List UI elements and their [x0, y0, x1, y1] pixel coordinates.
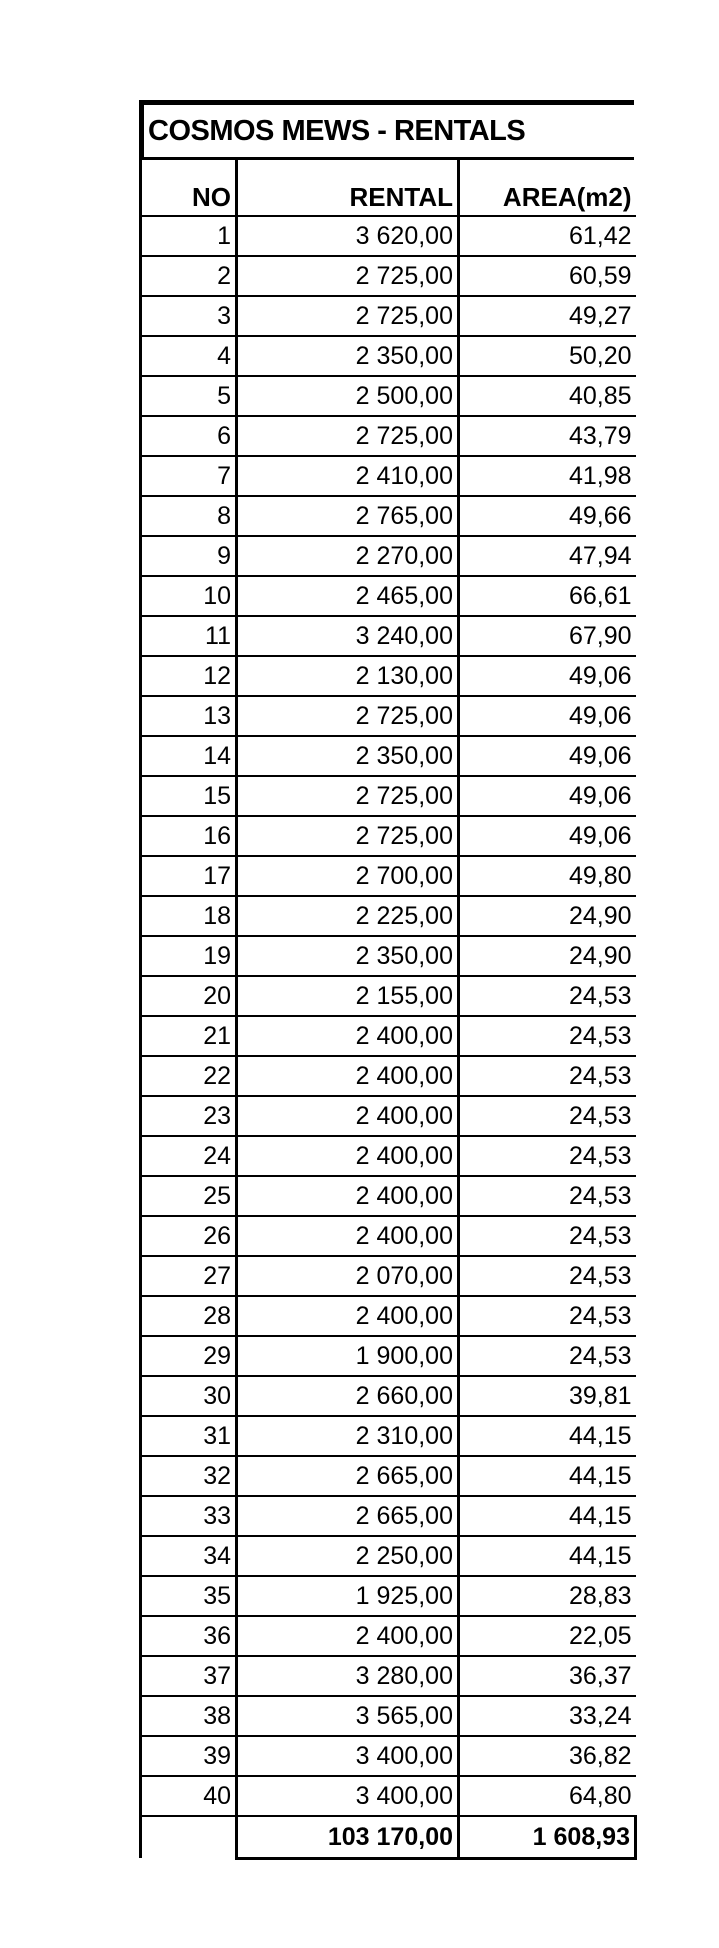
cell-area: 24,53 [459, 1016, 636, 1056]
cell-no: 6 [141, 416, 237, 456]
table-row [141, 936, 636, 976]
table-row [141, 896, 636, 936]
table-row [141, 816, 636, 856]
cell-rental: 1 925,00 [237, 1576, 459, 1616]
cell-area: 41,98 [459, 456, 636, 496]
total-area: 1 608,93 [459, 1816, 636, 1858]
table-row [141, 1536, 636, 1576]
header-no: NO [141, 160, 237, 216]
cell-rental: 2 500,00 [237, 376, 459, 416]
cell-no: 7 [141, 456, 237, 496]
cell-no: 33 [141, 1496, 237, 1536]
cell-rental: 2 400,00 [237, 1136, 459, 1176]
cell-area: 43,79 [459, 416, 636, 456]
cell-no: 21 [141, 1016, 237, 1056]
cell-rental: 2 725,00 [237, 776, 459, 816]
cell-area: 44,15 [459, 1456, 636, 1496]
header-area: AREA(m2) [459, 160, 636, 216]
cell-no: 17 [141, 856, 237, 896]
cell-area: 24,53 [459, 1296, 636, 1336]
cell-no: 16 [141, 816, 237, 856]
cell-rental: 2 725,00 [237, 256, 459, 296]
cell-rental: 2 400,00 [237, 1096, 459, 1136]
cell-area: 24,53 [459, 1136, 636, 1176]
cell-no: 38 [141, 1696, 237, 1736]
cell-no: 39 [141, 1736, 237, 1776]
cell-rental: 2 400,00 [237, 1056, 459, 1096]
cell-rental: 2 130,00 [237, 656, 459, 696]
table-row [141, 736, 636, 776]
table-row [141, 1136, 636, 1176]
totals-row [141, 1816, 636, 1858]
cell-no: 5 [141, 376, 237, 416]
cell-area: 50,20 [459, 336, 636, 376]
totals-blank-cell [141, 1816, 237, 1858]
table-row [141, 1656, 636, 1696]
cell-no: 31 [141, 1416, 237, 1456]
cell-rental: 2 400,00 [237, 1176, 459, 1216]
cell-area: 49,06 [459, 776, 636, 816]
cell-no: 34 [141, 1536, 237, 1576]
cell-area: 67,90 [459, 616, 636, 656]
cell-no: 3 [141, 296, 237, 336]
total-rental: 103 170,00 [237, 1816, 459, 1858]
cell-rental: 2 400,00 [237, 1296, 459, 1336]
cell-rental: 2 700,00 [237, 856, 459, 896]
table-row [141, 696, 636, 736]
cell-no: 15 [141, 776, 237, 816]
cell-rental: 2 725,00 [237, 816, 459, 856]
table-row [141, 1016, 636, 1056]
table-row [141, 576, 636, 616]
cell-no: 30 [141, 1376, 237, 1416]
cell-rental: 3 400,00 [237, 1736, 459, 1776]
cell-area: 49,06 [459, 736, 636, 776]
table-row [141, 456, 636, 496]
table-row [141, 296, 636, 336]
cell-rental: 2 400,00 [237, 1616, 459, 1656]
cell-rental: 3 620,00 [237, 216, 459, 256]
table-row [141, 616, 636, 656]
cell-no: 37 [141, 1656, 237, 1696]
cell-rental: 2 350,00 [237, 936, 459, 976]
cell-no: 1 [141, 216, 237, 256]
cell-no: 25 [141, 1176, 237, 1216]
cell-area: 44,15 [459, 1416, 636, 1456]
cell-rental: 2 665,00 [237, 1496, 459, 1536]
cell-no: 23 [141, 1096, 237, 1136]
cell-area: 36,37 [459, 1656, 636, 1696]
cell-area: 49,06 [459, 696, 636, 736]
cell-rental: 2 400,00 [237, 1016, 459, 1056]
table-row [141, 256, 636, 296]
cell-no: 40 [141, 1776, 237, 1816]
cell-rental: 2 725,00 [237, 696, 459, 736]
cell-rental: 2 350,00 [237, 336, 459, 376]
cell-area: 24,53 [459, 1096, 636, 1136]
cell-area: 64,80 [459, 1776, 636, 1816]
cell-no: 2 [141, 256, 237, 296]
table-row [141, 1336, 636, 1376]
table-row [141, 1576, 636, 1616]
table-row [141, 1256, 636, 1296]
cell-area: 49,80 [459, 856, 636, 896]
cell-no: 24 [141, 1136, 237, 1176]
table-row [141, 976, 636, 1016]
header-rental: RENTAL [237, 160, 459, 216]
cell-no: 19 [141, 936, 237, 976]
header-row [141, 160, 636, 216]
cell-rental: 2 310,00 [237, 1416, 459, 1456]
cell-rental: 3 280,00 [237, 1656, 459, 1696]
table-row [141, 376, 636, 416]
table-row [141, 776, 636, 816]
table-row [141, 1096, 636, 1136]
cell-rental: 3 240,00 [237, 616, 459, 656]
cell-area: 39,81 [459, 1376, 636, 1416]
cell-area: 49,06 [459, 816, 636, 856]
cell-no: 18 [141, 896, 237, 936]
cell-area: 49,27 [459, 296, 636, 336]
cell-rental: 2 250,00 [237, 1536, 459, 1576]
cell-no: 27 [141, 1256, 237, 1296]
cell-rental: 3 400,00 [237, 1776, 459, 1816]
cell-area: 49,06 [459, 656, 636, 696]
cell-area: 60,59 [459, 256, 636, 296]
cell-no: 20 [141, 976, 237, 1016]
table-row [141, 1296, 636, 1336]
cell-area: 24,53 [459, 1176, 636, 1216]
cell-no: 12 [141, 656, 237, 696]
cell-area: 24,53 [459, 1216, 636, 1256]
cell-area: 47,94 [459, 536, 636, 576]
sheet-title: COSMOS MEWS - RENTALS [139, 100, 634, 160]
cell-area: 22,05 [459, 1616, 636, 1656]
cell-no: 29 [141, 1336, 237, 1376]
cell-no: 28 [141, 1296, 237, 1336]
cell-no: 11 [141, 616, 237, 656]
cell-no: 4 [141, 336, 237, 376]
table-row [141, 1776, 636, 1816]
cell-rental: 2 270,00 [237, 536, 459, 576]
table-row [141, 216, 636, 256]
cell-area: 24,53 [459, 976, 636, 1016]
cell-no: 26 [141, 1216, 237, 1256]
table-row [141, 1696, 636, 1736]
cell-rental: 2 725,00 [237, 296, 459, 336]
cell-rental: 2 350,00 [237, 736, 459, 776]
cell-area: 61,42 [459, 216, 636, 256]
rentals-table [139, 160, 637, 1860]
table-row [141, 656, 636, 696]
table-row [141, 496, 636, 536]
table-row [141, 1736, 636, 1776]
cell-no: 22 [141, 1056, 237, 1096]
cell-area: 66,61 [459, 576, 636, 616]
cell-area: 36,82 [459, 1736, 636, 1776]
table-row [141, 1176, 636, 1216]
table-row [141, 1056, 636, 1096]
table-row [141, 1416, 636, 1456]
cell-area: 24,90 [459, 936, 636, 976]
table-row [141, 1496, 636, 1536]
cell-no: 35 [141, 1576, 237, 1616]
cell-no: 32 [141, 1456, 237, 1496]
cell-rental: 2 155,00 [237, 976, 459, 1016]
cell-rental: 3 565,00 [237, 1696, 459, 1736]
table-row [141, 1376, 636, 1416]
cell-area: 49,66 [459, 496, 636, 536]
cell-area: 24,53 [459, 1056, 636, 1096]
cell-area: 24,53 [459, 1336, 636, 1376]
table-row [141, 536, 636, 576]
cell-area: 28,83 [459, 1576, 636, 1616]
cell-rental: 2 725,00 [237, 416, 459, 456]
cell-area: 44,15 [459, 1496, 636, 1536]
cell-no: 8 [141, 496, 237, 536]
cell-rental: 2 410,00 [237, 456, 459, 496]
cell-area: 40,85 [459, 376, 636, 416]
cell-rental: 1 900,00 [237, 1336, 459, 1376]
table-row [141, 336, 636, 376]
cell-rental: 2 665,00 [237, 1456, 459, 1496]
cell-rental: 2 225,00 [237, 896, 459, 936]
cell-no: 14 [141, 736, 237, 776]
cell-no: 13 [141, 696, 237, 736]
cell-area: 24,90 [459, 896, 636, 936]
cell-rental: 2 400,00 [237, 1216, 459, 1256]
table-row [141, 416, 636, 456]
cell-no: 9 [141, 536, 237, 576]
table-row [141, 856, 636, 896]
cell-area: 44,15 [459, 1536, 636, 1576]
cell-rental: 2 465,00 [237, 576, 459, 616]
rentals-sheet [139, 100, 634, 1860]
cell-area: 33,24 [459, 1696, 636, 1736]
table-row [141, 1216, 636, 1256]
table-row [141, 1616, 636, 1656]
cell-area: 24,53 [459, 1256, 636, 1296]
cell-rental: 2 765,00 [237, 496, 459, 536]
cell-no: 10 [141, 576, 237, 616]
table-row [141, 1456, 636, 1496]
cell-rental: 2 660,00 [237, 1376, 459, 1416]
cell-rental: 2 070,00 [237, 1256, 459, 1296]
cell-no: 36 [141, 1616, 237, 1656]
